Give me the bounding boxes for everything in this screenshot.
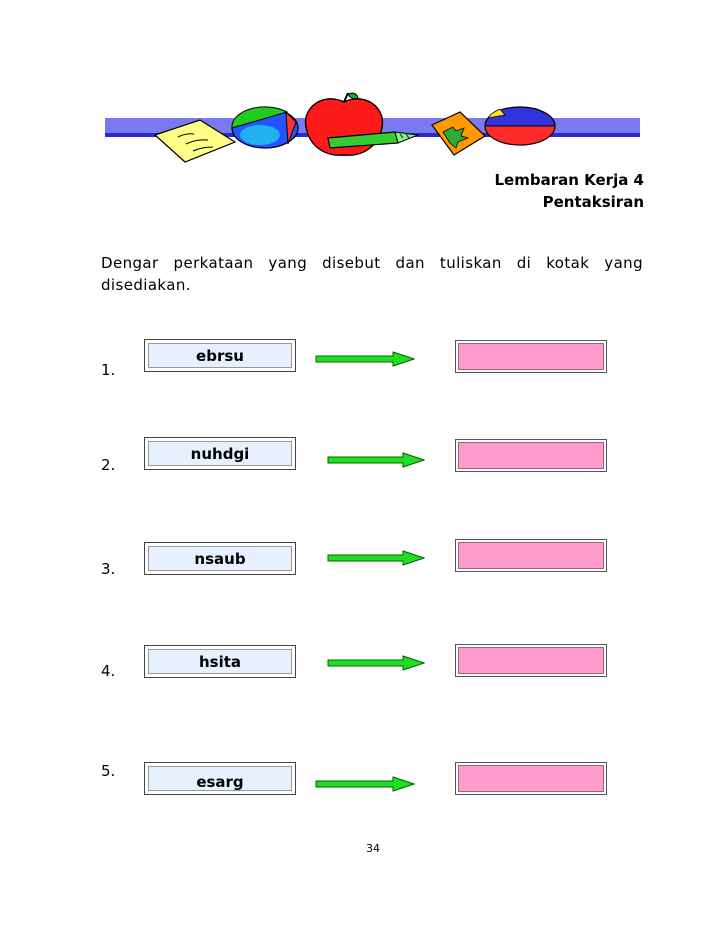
hat-ball-icon xyxy=(485,107,555,145)
answer-box[interactable] xyxy=(455,644,607,677)
page-number: 34 xyxy=(366,842,380,855)
scrambled-word-box xyxy=(144,762,296,795)
list-item xyxy=(0,542,728,602)
scrambled-word: hsita xyxy=(148,649,292,674)
arrow-icon xyxy=(327,550,425,566)
arrow-icon xyxy=(327,452,425,468)
scrambled-word: ebrsu xyxy=(148,343,292,368)
item-number: 4. xyxy=(101,662,116,680)
arrow-icon xyxy=(315,351,415,367)
list-item xyxy=(0,762,728,822)
scrambled-word-box xyxy=(144,339,296,372)
scrambled-word: nuhdgi xyxy=(148,441,292,466)
answer-box[interactable] xyxy=(455,439,607,472)
scrambled-word: esarg xyxy=(148,766,292,791)
item-number: 1. xyxy=(101,361,116,379)
item-number: 2. xyxy=(101,456,116,474)
scrambled-word-box xyxy=(144,437,296,470)
worksheet-title: Lembaran Kerja 4 xyxy=(494,171,644,189)
ball-icon xyxy=(232,107,298,148)
list-item xyxy=(0,339,728,399)
item-number: 5. xyxy=(101,762,116,780)
decorative-banner xyxy=(100,90,645,165)
arrow-icon xyxy=(327,655,425,671)
instruction-text: Dengar perkataan yang disebut dan tuliskan di kotak yang disediakan. xyxy=(101,254,643,294)
item-number: 3. xyxy=(101,560,116,578)
scrambled-word-box xyxy=(144,542,296,575)
answer-box[interactable] xyxy=(455,539,607,572)
list-item xyxy=(0,437,728,497)
list-item xyxy=(0,645,728,705)
worksheet-subtitle: Pentaksiran xyxy=(542,193,644,211)
scrambled-word: nsaub xyxy=(148,546,292,571)
answer-box[interactable] xyxy=(455,340,607,373)
answer-box[interactable] xyxy=(455,762,607,795)
arrow-icon xyxy=(315,776,415,792)
scrambled-word-box xyxy=(144,645,296,678)
